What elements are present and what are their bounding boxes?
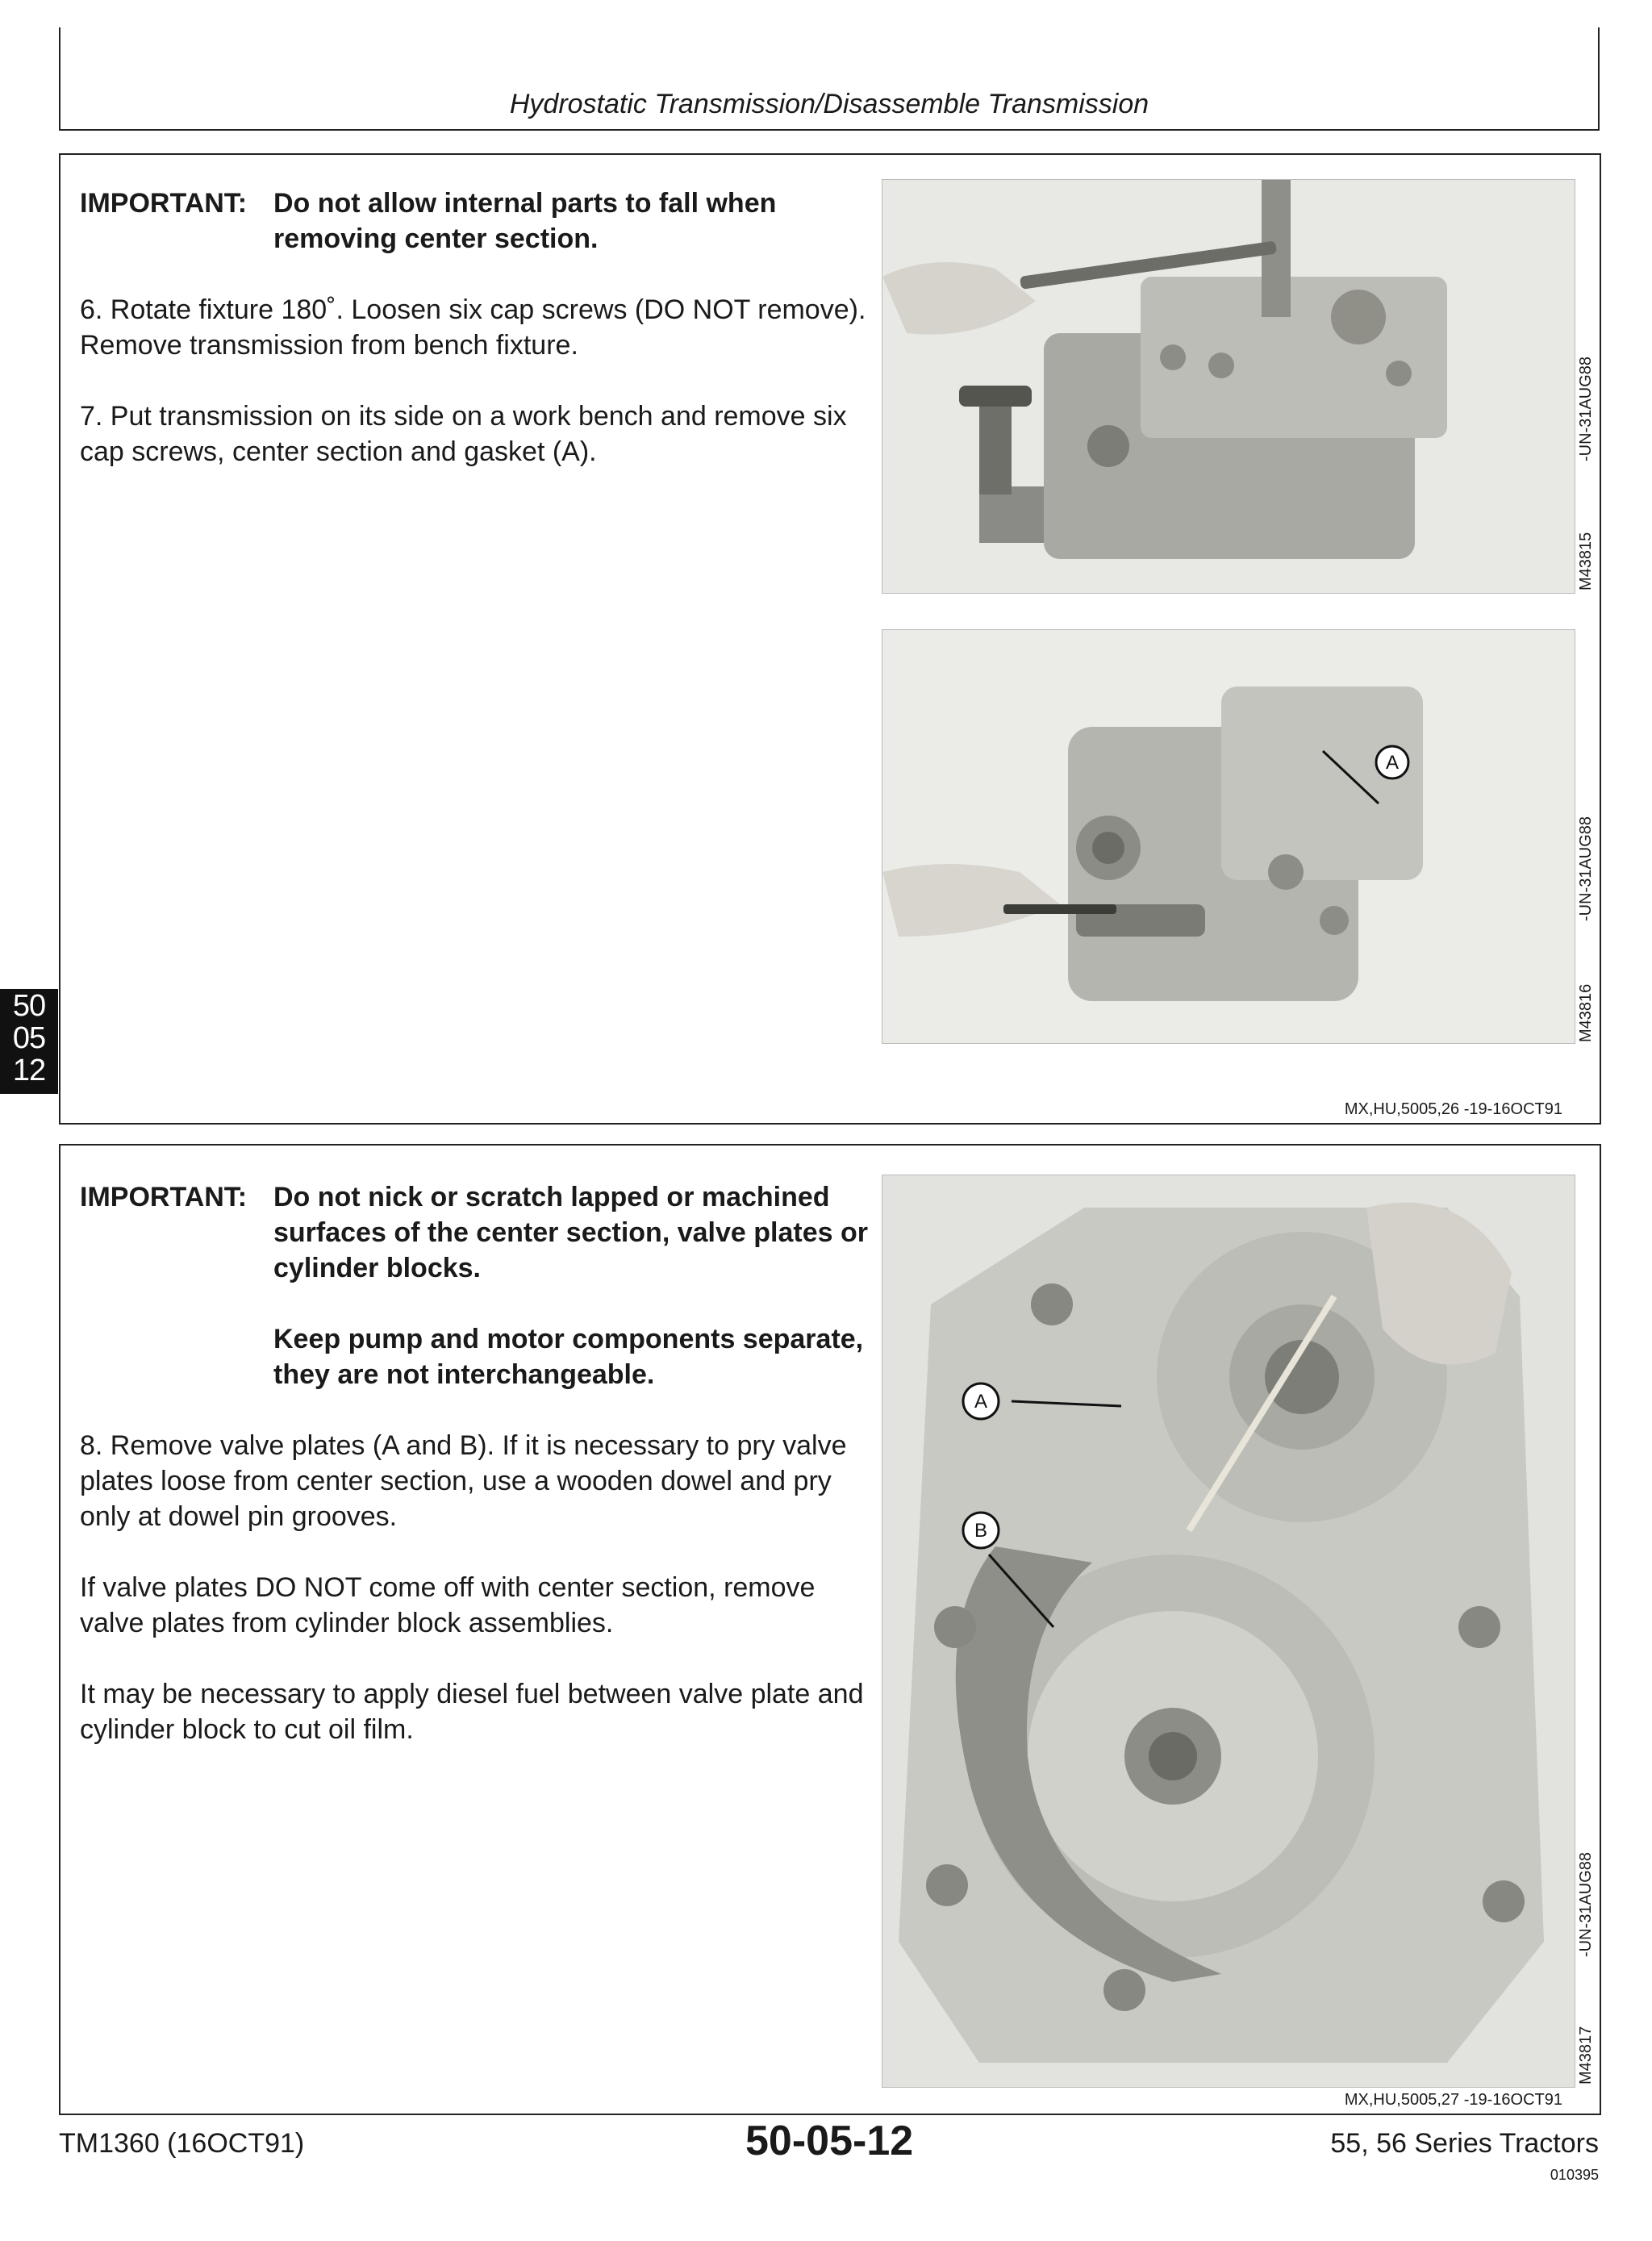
important-note-2 bbox=[80, 1179, 886, 1392]
reference-code-1: MX,HU,5005,26 -19-16OCT91 bbox=[1344, 1100, 1562, 1118]
step-7: 7. Put transmission on its side on a work bench and remove six cap screws, center section and gasket (A). bbox=[80, 401, 847, 467]
step-8: 8. Remove valve plates (A and B). If it is necessary to pry valve plates loose from center section, use a wooden dowel and pry only at dowel pin grooves. bbox=[80, 1430, 847, 1532]
important-label: IMPORTANT: bbox=[80, 188, 248, 219]
section-tab-line: 12 bbox=[12, 1054, 46, 1087]
transmission-on-fixture-illustration bbox=[882, 180, 1575, 593]
panel-2-text bbox=[80, 1179, 886, 1747]
step-6: 6. Rotate fixture 180˚. Loosen six cap screws (DO NOT remove). Remove transmission from bench fixture. bbox=[80, 294, 866, 361]
callout-a-label-2: A bbox=[974, 1391, 988, 1413]
section-tab-line: 50 bbox=[12, 989, 46, 1023]
reference-code-2: MX,HU,5005,27 -19-16OCT91 bbox=[1344, 2091, 1562, 2109]
important-label-2: IMPORTANT: bbox=[80, 1182, 248, 1212]
important-text-2b: Keep pump and motor components separate, they are not interchangeable. bbox=[273, 1324, 864, 1390]
section-tab bbox=[0, 989, 58, 1094]
important-note bbox=[80, 186, 886, 257]
important-text: Do not allow internal parts to fall when removing center section. bbox=[273, 188, 777, 254]
step-8-note-1: If valve plates DO NOT come off with center section, remove valve plates from cylinder block assemblies. bbox=[80, 1572, 816, 1638]
manual-id: TM1360 (16OCT91) bbox=[59, 2128, 305, 2159]
step-8-note-2: It may be necessary to apply diesel fuel between valve plate and cylinder block to cut oil film. bbox=[80, 1679, 864, 1745]
photo-1-code: -UN-31AUG88 bbox=[1577, 356, 1595, 461]
photo-valve-plates bbox=[882, 1175, 1575, 2088]
photo-1-id: M43815 bbox=[1577, 532, 1595, 591]
photo-3-code: -UN-31AUG88 bbox=[1577, 1851, 1595, 1957]
product-name: 55, 56 Series Tractors bbox=[1330, 2128, 1599, 2159]
panel-1-text bbox=[80, 186, 886, 469]
section-tab-line: 05 bbox=[12, 1021, 46, 1055]
callout-b-label: B bbox=[974, 1520, 988, 1542]
instruction-panel-1 bbox=[59, 153, 1601, 1125]
transmission-side-illustration bbox=[882, 630, 1575, 1043]
photo-2-code: -UN-31AUG88 bbox=[1577, 816, 1595, 921]
header-rule bbox=[59, 129, 1600, 131]
center-section-valve-plates-illustration bbox=[882, 1175, 1575, 2087]
photo-remove-center-section bbox=[882, 629, 1575, 1044]
important-text-2a: Do not nick or scratch lapped or machined surfaces of the center section, valve plates or cylinder blocks. bbox=[273, 1182, 868, 1283]
photo-2-id: M43816 bbox=[1577, 983, 1595, 1042]
footer-code: 010395 bbox=[1550, 2167, 1599, 2183]
instruction-panel-2 bbox=[59, 1144, 1601, 2115]
callout-a-label: A bbox=[1385, 752, 1400, 774]
photo-3-id: M43817 bbox=[1577, 2026, 1595, 2085]
page-title: Hydrostatic Transmission/Disassemble Transmission bbox=[509, 89, 1149, 119]
page-number: 50-05-12 bbox=[745, 2118, 914, 2164]
photo-fixture-rotation bbox=[882, 179, 1575, 594]
